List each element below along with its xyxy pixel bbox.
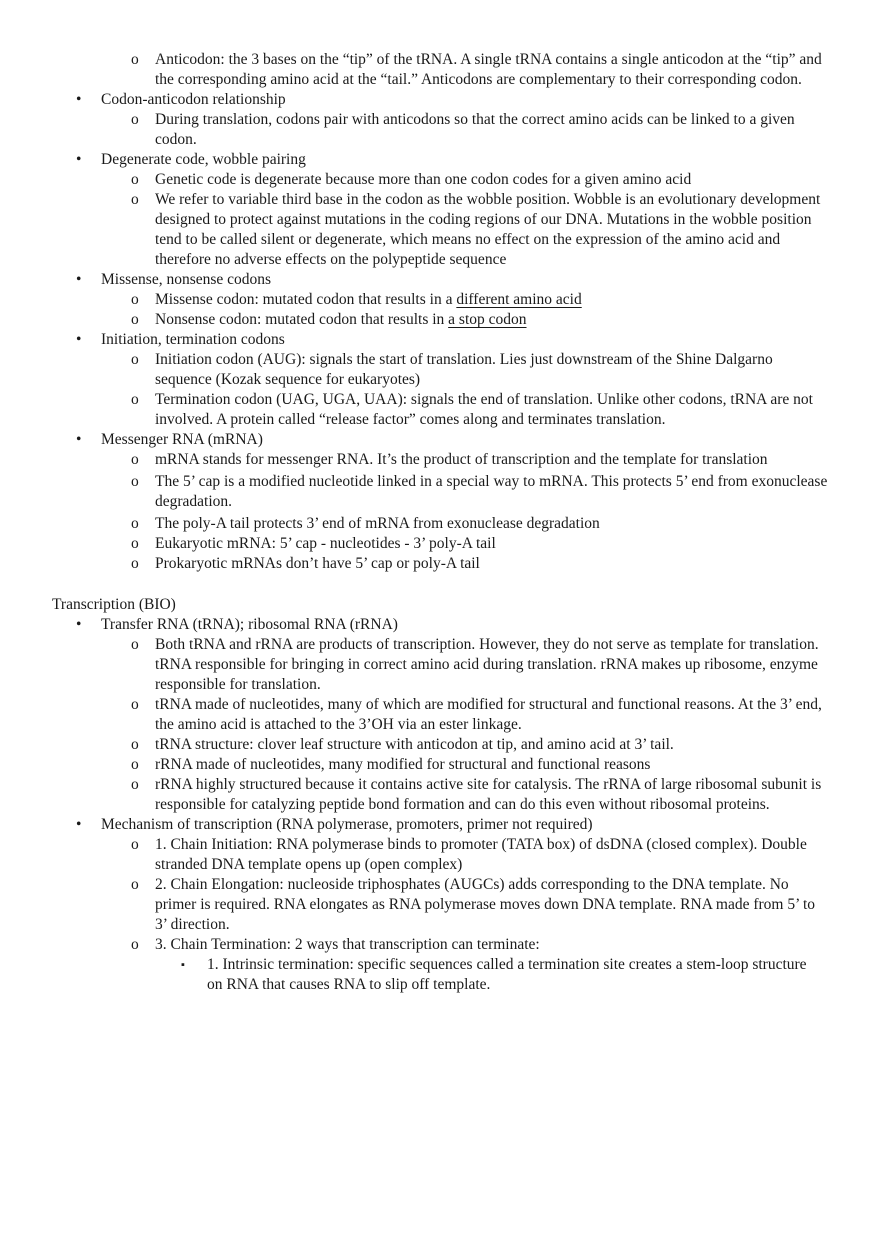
- section-title: Degenerate code, wobble pairing: [101, 151, 306, 168]
- item-text: mRNA stands for messenger RNA. It’s the product of transcription and the template for translation: [155, 451, 768, 468]
- circle-bullet-icon: o: [131, 473, 139, 490]
- list-item: [0, 935, 880, 955]
- item-text: During translation, codons pair with anticodons so that the correct amino acids can be linked to a given codon.: [155, 111, 795, 148]
- bullet-icon: •: [76, 816, 82, 833]
- section-mechanism: [0, 815, 880, 835]
- circle-bullet-icon: o: [131, 171, 139, 188]
- list-item: [0, 835, 880, 875]
- document-body: [0, 50, 880, 995]
- square-bullet-icon: ▪: [181, 959, 185, 971]
- circle-bullet-icon: o: [131, 291, 139, 308]
- circle-bullet-icon: o: [131, 111, 139, 128]
- item-text: Genetic code is degenerate because more than one codon codes for a given amino acid: [155, 171, 692, 188]
- list-item: [0, 735, 880, 755]
- list-item: [0, 554, 880, 574]
- section-title: Initiation, termination codons: [101, 331, 285, 348]
- list-item: [0, 514, 880, 534]
- list-item: [0, 775, 880, 815]
- circle-bullet-icon: o: [131, 936, 139, 953]
- circle-bullet-icon: o: [131, 736, 139, 753]
- underlined-text: different amino acid: [456, 291, 582, 308]
- list-item: [0, 110, 880, 150]
- circle-bullet-icon: o: [131, 535, 139, 552]
- bullet-icon: •: [76, 431, 82, 448]
- item-text: 1. Intrinsic termination: specific sequences called a termination site creates a stem-loop structure on RNA that causes RNA to slip off template.: [207, 956, 807, 993]
- section-missense: [0, 270, 880, 290]
- section-mrna: [0, 430, 880, 450]
- underlined-text: a stop codon: [448, 311, 527, 328]
- circle-bullet-icon: o: [131, 515, 139, 532]
- section-codon-anticodon: [0, 90, 880, 110]
- circle-bullet-icon: o: [131, 696, 139, 713]
- list-item: [0, 50, 880, 90]
- blank-line: [0, 574, 880, 595]
- section-trna-rrna: [0, 615, 880, 635]
- list-item: [0, 310, 880, 330]
- item-text: 1. Chain Initiation: RNA polymerase binds to promoter (TATA box) of dsDNA (closed complex). Double stranded DNA template opens up (open complex): [155, 836, 807, 873]
- sub-list-item: [0, 955, 880, 995]
- circle-bullet-icon: o: [131, 51, 139, 68]
- item-text: tRNA made of nucleotides, many of which are modified for structural and functional reasons. At the 3’ end, the amino acid is attached to the 3’OH via an ester linkage.: [155, 696, 822, 733]
- section-title: Codon-anticodon relationship: [101, 91, 286, 108]
- item-text: Both tRNA and rRNA are products of transcription. However, they do not serve as template for translation. tRNA responsible for bringing in correct amino acid during translation. rRNA makes up ribosome, enzyme responsible for translation.: [155, 636, 819, 693]
- item-text: rRNA made of nucleotides, many modified for structural and functional reasons: [155, 756, 651, 773]
- list-item: [0, 290, 880, 310]
- list-item: [0, 875, 880, 935]
- list-item: [0, 190, 880, 270]
- list-item: [0, 534, 880, 554]
- circle-bullet-icon: o: [131, 391, 139, 408]
- bullet-icon: •: [76, 616, 82, 633]
- anticodon-text: Anticodon: the 3 bases on the “tip” of the tRNA. A single tRNA contains a single anticodon at the “tip” and the corresponding amino acid at the “tail.” Anticodons are complementary to their corresponding codon.: [155, 51, 822, 88]
- section-heading: Transcription (BIO): [52, 596, 176, 613]
- list-item: [0, 450, 880, 470]
- item-text: Termination codon (UAG, UGA, UAA): signals the end of translation. Unlike other codons, tRNA are not involved. A protein called “release factor” comes along and terminates translation.: [155, 391, 813, 428]
- circle-bullet-icon: o: [131, 756, 139, 773]
- section-initiation: [0, 330, 880, 350]
- item-text: The poly-A tail protects 3’ end of mRNA from exonuclease degradation: [155, 515, 600, 532]
- circle-bullet-icon: o: [131, 191, 139, 208]
- list-item: [0, 695, 880, 735]
- circle-bullet-icon: o: [131, 351, 139, 368]
- list-item: [0, 350, 880, 390]
- circle-bullet-icon: o: [131, 636, 139, 653]
- item-text: We refer to variable third base in the codon as the wobble position. Wobble is an evolutionary development designed to protect against mutations in the coding regions of our DNA. Mutations in the wobble position tend to be called silent or degenerate, which means no effect on the expression of the amino acid and therefore no adverse effects on the polypeptide sequence: [155, 191, 821, 268]
- list-item: [0, 472, 880, 512]
- section-title: Messenger RNA (mRNA): [101, 431, 263, 448]
- circle-bullet-icon: o: [131, 555, 139, 572]
- section-degenerate: [0, 150, 880, 170]
- item-text: 2. Chain Elongation: nucleoside triphosphates (AUGCs) adds corresponding to the DNA template. No primer is required. RNA elongates as RNA polymerase moves down DNA template. RNA made from 5’ to 3’ direction.: [155, 876, 816, 933]
- circle-bullet-icon: o: [131, 876, 139, 893]
- circle-bullet-icon: o: [131, 776, 139, 793]
- circle-bullet-icon: o: [131, 451, 139, 468]
- item-text: Eukaryotic mRNA: 5’ cap - nucleotides - 3’ poly-A tail: [155, 535, 496, 552]
- item-text: Missense codon: mutated codon that results in a: [155, 291, 457, 308]
- circle-bullet-icon: o: [131, 836, 139, 853]
- circle-bullet-icon: o: [131, 311, 139, 328]
- bullet-icon: •: [76, 271, 82, 288]
- item-text: Nonsense codon: mutated codon that results in: [155, 311, 449, 328]
- item-text: tRNA structure: clover leaf structure with anticodon at tip, and amino acid at 3’ tail.: [155, 736, 674, 753]
- list-item: [0, 755, 880, 775]
- section-title: Transfer RNA (tRNA); ribosomal RNA (rRNA): [101, 616, 398, 633]
- bullet-icon: •: [76, 91, 82, 108]
- list-item: [0, 635, 880, 695]
- list-item: [0, 390, 880, 430]
- item-text: Initiation codon (AUG): signals the start of translation. Lies just downstream of the Shine Dalgarno sequence (Kozak sequence for eukaryotes): [155, 351, 773, 388]
- section-title: Missense, nonsense codons: [101, 271, 272, 288]
- list-item: [0, 170, 880, 190]
- bullet-icon: •: [76, 331, 82, 348]
- item-text: The 5’ cap is a modified nucleotide linked in a special way to mRNA. This protects 5’ end from exonuclease degradation.: [155, 473, 828, 510]
- item-text: rRNA highly structured because it contains active site for catalysis. The rRNA of large ribosomal subunit is responsible for catalyzing peptide bond formation and can do this even without ribosomal proteins.: [155, 776, 822, 813]
- item-text: Prokaryotic mRNAs don’t have 5’ cap or poly-A tail: [155, 555, 480, 572]
- section-title: Mechanism of transcription (RNA polymerase, promoters, primer not required): [101, 816, 593, 833]
- bullet-icon: •: [76, 151, 82, 168]
- item-text: 3. Chain Termination: 2 ways that transcription can terminate:: [155, 936, 540, 953]
